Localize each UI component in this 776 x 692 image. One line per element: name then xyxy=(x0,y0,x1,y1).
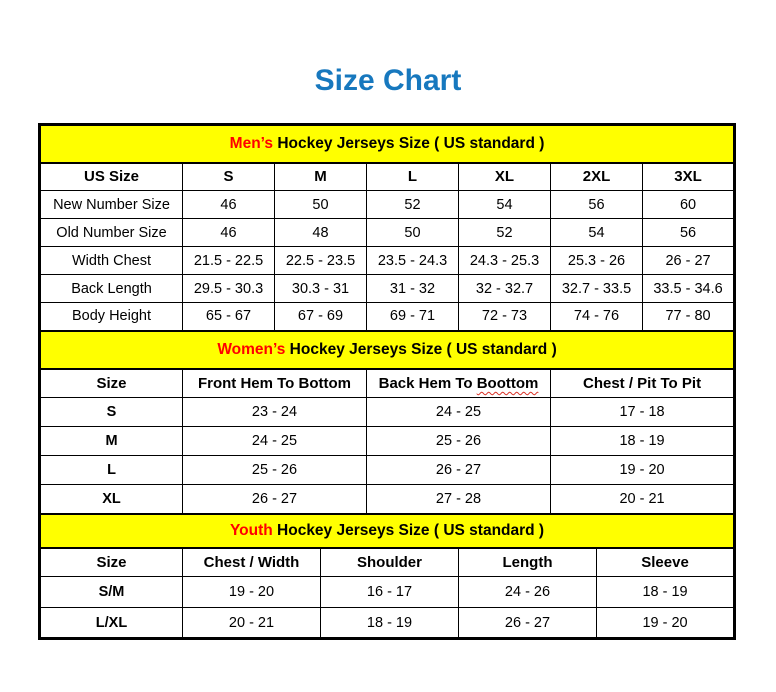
table-cell: 23.5 - 24.3 xyxy=(367,247,459,275)
table-cell: 67 - 69 xyxy=(275,303,367,331)
mens-columns-row xyxy=(40,163,735,191)
womens-columns-row xyxy=(40,369,735,398)
mens-col-xl: XL xyxy=(459,163,551,191)
youth-section-row xyxy=(40,514,735,548)
youth-col-chest-width: Chest / Width xyxy=(183,548,321,577)
table-cell: 24 - 26 xyxy=(459,577,597,608)
womens-col-back-hem xyxy=(367,369,551,398)
mens-col-us-size: US Size xyxy=(40,163,183,191)
table-cell: 54 xyxy=(459,191,551,219)
table-cell: 31 - 32 xyxy=(367,275,459,303)
table-cell: 30.3 - 31 xyxy=(275,275,367,303)
row-label: Old Number Size xyxy=(40,219,183,247)
size-chart-table xyxy=(38,123,736,640)
row-label: Back Length xyxy=(40,275,183,303)
table-cell: 20 - 21 xyxy=(183,608,321,639)
table-row xyxy=(40,247,735,275)
youth-col-size: Size xyxy=(40,548,183,577)
table-cell: 20 - 21 xyxy=(551,485,735,514)
table-row xyxy=(40,608,735,639)
table-row xyxy=(40,577,735,608)
row-label: L xyxy=(40,456,183,485)
table-row xyxy=(40,191,735,219)
womens-col-back-hem-text: Back Hem To xyxy=(378,374,473,392)
table-cell: 19 - 20 xyxy=(551,456,735,485)
page-title: Size Chart xyxy=(314,64,462,97)
row-label: New Number Size xyxy=(40,191,183,219)
table-cell: 17 - 18 xyxy=(551,398,735,427)
youth-section-title xyxy=(40,514,735,548)
table-cell: 74 - 76 xyxy=(551,303,643,331)
womens-col-size: Size xyxy=(40,369,183,398)
table-cell: 24.3 - 25.3 xyxy=(459,247,551,275)
table-cell: 32 - 32.7 xyxy=(459,275,551,303)
mens-col-l: L xyxy=(367,163,459,191)
table-cell: 29.5 - 30.3 xyxy=(183,275,275,303)
mens-section-title-rest: Hockey Jerseys Size ( US standard ) xyxy=(277,134,545,152)
table-cell: 54 xyxy=(551,219,643,247)
womens-col-front-hem: Front Hem To Bottom xyxy=(183,369,367,398)
table-cell: 60 xyxy=(643,191,735,219)
womens-section-title xyxy=(40,331,735,369)
table-cell: 32.7 - 33.5 xyxy=(551,275,643,303)
table-row xyxy=(40,456,735,485)
table-cell: 24 - 25 xyxy=(367,398,551,427)
table-row xyxy=(40,275,735,303)
mens-section-title xyxy=(40,125,735,163)
table-cell: 18 - 19 xyxy=(597,577,735,608)
table-cell: 22.5 - 23.5 xyxy=(275,247,367,275)
womens-col-chest: Chest / Pit To Pit xyxy=(551,369,735,398)
youth-col-length: Length xyxy=(459,548,597,577)
table-cell: 19 - 20 xyxy=(597,608,735,639)
table-row xyxy=(40,303,735,331)
table-cell: 50 xyxy=(367,219,459,247)
row-label: Width Chest xyxy=(40,247,183,275)
mens-section-title-highlight: Men’s xyxy=(229,134,274,152)
table-cell: 16 - 17 xyxy=(321,577,459,608)
youth-col-shoulder: Shoulder xyxy=(321,548,459,577)
table-cell: 25.3 - 26 xyxy=(551,247,643,275)
womens-section-title-rest: Hockey Jerseys Size ( US standard ) xyxy=(289,340,557,358)
table-cell: 26 - 27 xyxy=(367,456,551,485)
table-cell: 21.5 - 22.5 xyxy=(183,247,275,275)
womens-col-back-hem-typo: Boottom xyxy=(476,374,539,392)
table-cell: 46 xyxy=(183,191,275,219)
table-cell: 19 - 20 xyxy=(183,577,321,608)
mens-col-s: S xyxy=(183,163,275,191)
table-row xyxy=(40,485,735,514)
youth-col-sleeve: Sleeve xyxy=(597,548,735,577)
table-cell: 27 - 28 xyxy=(367,485,551,514)
table-cell: 56 xyxy=(643,219,735,247)
table-cell: 50 xyxy=(275,191,367,219)
table-cell: 72 - 73 xyxy=(459,303,551,331)
youth-columns-row xyxy=(40,548,735,577)
mens-section-row xyxy=(40,125,735,163)
table-cell: 69 - 71 xyxy=(367,303,459,331)
mens-col-3xl: 3XL xyxy=(643,163,735,191)
row-label: L/XL xyxy=(40,608,183,639)
table-cell: 56 xyxy=(551,191,643,219)
table-cell: 26 - 27 xyxy=(643,247,735,275)
row-label: S/M xyxy=(40,577,183,608)
mens-col-2xl: 2XL xyxy=(551,163,643,191)
table-cell: 65 - 67 xyxy=(183,303,275,331)
table-cell: 18 - 19 xyxy=(321,608,459,639)
youth-section-title-highlight: Youth xyxy=(229,521,273,539)
table-cell: 77 - 80 xyxy=(643,303,735,331)
row-label: S xyxy=(40,398,183,427)
table-cell: 24 - 25 xyxy=(183,427,367,456)
row-label: M xyxy=(40,427,183,456)
table-cell: 18 - 19 xyxy=(551,427,735,456)
table-cell: 25 - 26 xyxy=(183,456,367,485)
table-cell: 26 - 27 xyxy=(459,608,597,639)
table-row xyxy=(40,398,735,427)
table-cell: 52 xyxy=(459,219,551,247)
table-cell: 25 - 26 xyxy=(367,427,551,456)
womens-section-row xyxy=(40,331,735,369)
table-cell: 48 xyxy=(275,219,367,247)
table-cell: 23 - 24 xyxy=(183,398,367,427)
womens-section-title-highlight: Women’s xyxy=(217,340,286,358)
table-cell: 46 xyxy=(183,219,275,247)
mens-col-m: M xyxy=(275,163,367,191)
size-chart xyxy=(38,123,736,640)
row-label: Body Height xyxy=(40,303,183,331)
table-cell: 26 - 27 xyxy=(183,485,367,514)
row-label: XL xyxy=(40,485,183,514)
table-cell: 52 xyxy=(367,191,459,219)
youth-section-title-rest: Hockey Jerseys Size ( US standard ) xyxy=(277,521,545,539)
table-row xyxy=(40,427,735,456)
table-cell: 33.5 - 34.6 xyxy=(643,275,735,303)
table-row xyxy=(40,219,735,247)
